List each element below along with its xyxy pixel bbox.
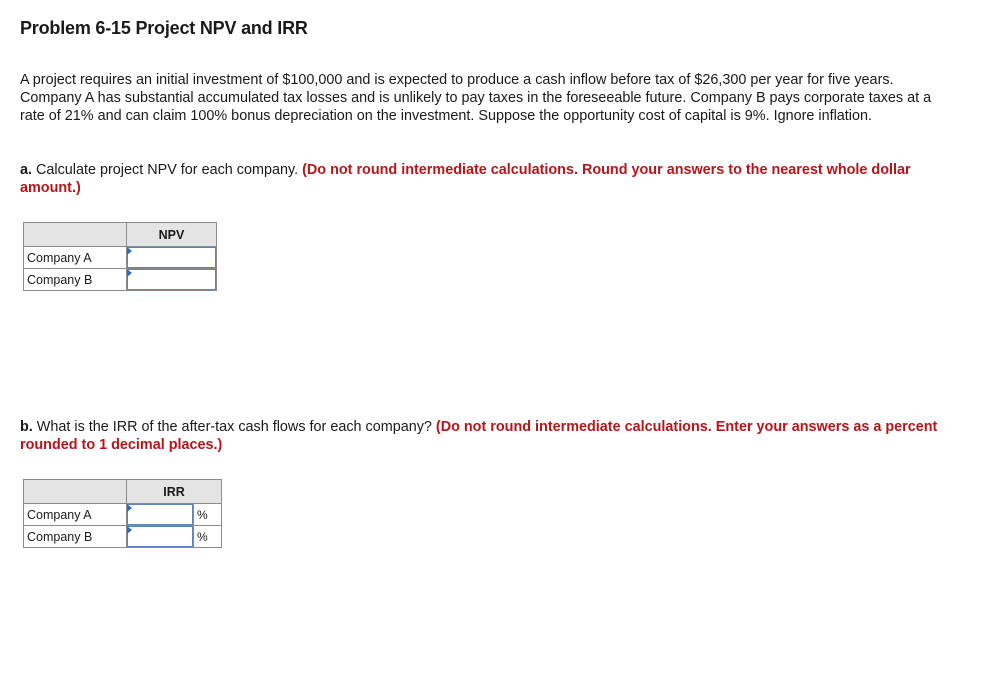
cell-marker-icon: [127, 247, 132, 255]
irr-row-label-company-a: Company A: [24, 504, 127, 526]
question-a-instruction: (Do not round intermediate calculations. Round your answers to the nearest whole dollar amount.): [20, 162, 911, 196]
npv-table: [23, 222, 217, 291]
cell-marker-icon: [127, 526, 132, 534]
question-b-text: What is the IRR of the after-tax cash flows for each company?: [36, 419, 432, 435]
npv-cell-company-a: [127, 247, 217, 269]
irr-unit-company-b: %: [194, 526, 222, 548]
npv-row-label-company-b: Company B: [24, 269, 127, 291]
npv-column-header: NPV: [127, 223, 217, 247]
irr-input-company-b[interactable]: [127, 526, 193, 547]
npv-table-corner: [24, 223, 127, 247]
irr-table-header-row: [24, 480, 222, 504]
irr-row-company-b: [24, 526, 222, 548]
cell-marker-icon: [127, 269, 132, 277]
npv-table-header-row: [24, 223, 217, 247]
irr-row-label-company-b: Company B: [24, 526, 127, 548]
irr-unit-company-a: %: [194, 504, 222, 526]
npv-row-company-a: [24, 247, 217, 269]
npv-cell-company-b: [127, 269, 217, 291]
npv-input-company-a[interactable]: [127, 247, 216, 268]
question-b-instruction: (Do not round intermediate calculations. Enter your answers as a percent rounded to 1 decimal places.): [20, 419, 938, 453]
problem-statement: A project requires an initial investment of $100,000 and is expected to produce a cash inflow before tax of $26,300 per year for five years. Company A has substantial accumulated tax losses and is unlikely to pay taxes in the foreseeable future. Company B pays corporate taxes at a rate of 21% and can claim 100% bonus depreciation on the investment. Suppose the opportunity cost of capital is 9%. Ignore inflation.: [20, 72, 932, 124]
irr-input-company-a[interactable]: [127, 504, 193, 525]
irr-table: [23, 479, 222, 548]
question-b-label: b.: [20, 419, 33, 435]
irr-column-header: IRR: [127, 480, 222, 504]
irr-row-company-a: [24, 504, 222, 526]
cell-marker-icon: [127, 504, 132, 512]
question-a-label: a.: [20, 162, 33, 178]
question-a-text: Calculate project NPV for each company.: [36, 162, 299, 178]
npv-row-label-company-a: Company A: [24, 247, 127, 269]
npv-input-company-b[interactable]: [127, 269, 216, 290]
irr-cell-company-a: [127, 504, 194, 526]
npv-row-company-b: [24, 269, 217, 291]
irr-table-corner: [24, 480, 127, 504]
problem-title: Problem 6-15 Project NPV and IRR: [20, 18, 308, 38]
question-b: [20, 418, 955, 454]
question-a: [20, 161, 955, 197]
irr-cell-company-b: [127, 526, 194, 548]
